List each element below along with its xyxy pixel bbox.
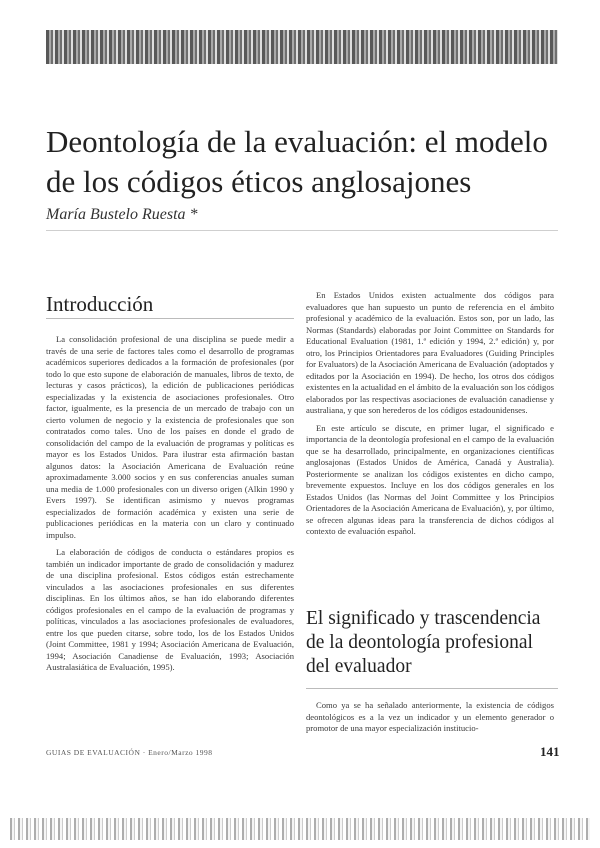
running-head	[46, 38, 558, 56]
paragraph: En Estados Unidos existen actualmente dos códigos para evaluadores que han supuesto un punto de referencia en el ámbito profesional y académico de la evaluación. Estos son, por un lado, las Normas (Standards) elaboradas por Joint Committee on Standards for Educational Evaluation (1981, 1.ª edición y 1994, 2.ª edición) y, por otro, los Principios Orientadores para Evaluadores (Guiding Principles for Evaluators) de la Asociación Americana de Evaluación (adoptados y editados por la Asociación en 1994). De hecho, los otros dos códigos existentes en la actualidad en el ámbito de la evaluación son los códigos elaborados por las respectivas asociaciones de evaluación canadiense y australiana, y que son herederos de los códigos estadounidenses.	[306, 290, 554, 415]
page-number: 141	[540, 744, 560, 759]
introduction-heading: Introducción	[46, 292, 154, 316]
right-column	[306, 290, 554, 544]
journal-footer: GUIAS DE EVALUACIÓN · Enero/Marzo 1998	[46, 748, 213, 757]
introduction-heading-rule	[46, 318, 294, 319]
section-heading-rule	[306, 688, 558, 689]
article-title: Deontología de la evaluación: el modelo de los códigos éticos anglosajones	[46, 124, 548, 199]
paragraph: La elaboración de códigos de conducta o estándares propios es también un indicador importante de grado de consolidación y madurez de una disciplina profesional. Estos códigos están estrechamente vinculados a las asociaciones profesionales en sus diferentes disciplinas. En los últimos años, se han ido elaborando diferentes códigos profesionales en el campo de la evaluación de programas y políticas, vinculados a las asociaciones profesionales de evaluadores, entre los que pueden citarse, sobre todo, los de los Estados Unidos (Joint Committee, 1981 y 1994; Asociación Americana de Evaluación, 1994; Asociación Canadiense de Evaluación, 1993; Asociación Australasiática de Evaluación, 1995).	[46, 547, 294, 672]
footnote-band	[10, 818, 590, 840]
right-column-continuation	[306, 700, 554, 741]
title-divider	[46, 230, 558, 231]
author-name: María Bustelo Ruesta *	[46, 206, 198, 223]
paragraph: En este artículo se discute, en primer lugar, el significado e importancia de la deontología profesional en el campo de la evaluación que se ha desarrollado, principalmente, en organizaciones científicas anglosajonas (Estados Unidos de América, Canadá y Australia). Posteriormente se analizan los códigos existentes en dicho campo, brevemente expuestos. Incluye en los dos códigos generales en los Estados Unidos (las Normas del Joint Committee y los Principios Orientadores de la Asociación Americana de Evaluación), y, por último, se ofrecen algunas ideas para la transferencia de dichos códigos al contexto de evaluación español.	[306, 422, 554, 536]
left-column	[46, 334, 294, 680]
section-heading: El significado y trascendencia de la deontología profesional del evaluador	[306, 608, 541, 677]
paragraph: Como ya se ha señalado anteriormente, la existencia de códigos deontológicos es a la vez un indicador y un elemento generador o promotor de una mayor especialización institucio-	[306, 700, 554, 733]
paragraph: La consolidación profesional de una disciplina se puede medir a través de una serie de factores tales como el desarrollo de programas académicos superiores dedicados a la formación de profesionales (por todo lo que esto supone de elaboración de manuales, libros de texto, de lecturas y casos prácticos), la edición de publicaciones periódicas especializadas y la existencia de asociaciones profesionales. Otro factor, igualmente, es la presencia de un mercado de trabajo con un cierto volumen de negocio y la existencia de profesionales que son contratados como tales. Uno de los países en donde el grado de consolidación del campo de la evaluación de programas y políticas es mayor es los Estados Unidos. Para ilustrar esta afirmación bastan algunos datos: la Asociación Americana de Evaluación reúne aproximadamente 3.000 socios y en sus conferencias anuales suman una media de 1.000 profesionales con un diverso origen (Alkin 1990 y Evers 1997). Se identifican asimismo y nuevos programas especializados de formación académica y existen una serie de publicaciones periódicas en la materia con un claro y continuado impulso.	[46, 334, 294, 540]
